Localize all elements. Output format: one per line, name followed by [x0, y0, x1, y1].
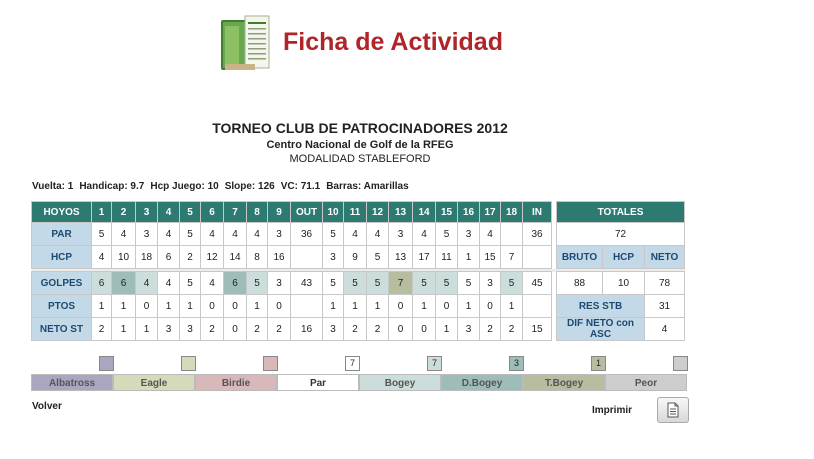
legend-item: Birdie	[195, 374, 277, 391]
score-cell: 13	[389, 246, 413, 269]
score-cell: 1	[458, 295, 480, 318]
score-cell: 1	[413, 295, 436, 318]
score-cell: 2	[92, 318, 112, 341]
score-cell: 0	[224, 318, 247, 341]
score-cell: 1	[92, 295, 112, 318]
table-row	[32, 295, 685, 318]
score-cell: 0	[436, 295, 458, 318]
legend-item: Bogey	[359, 374, 441, 391]
score-cell: 1	[136, 318, 158, 341]
score-cell: 6	[158, 246, 180, 269]
score-cell: 1	[180, 295, 201, 318]
score-cell: 2	[201, 318, 224, 341]
score-cell: 4	[344, 223, 367, 246]
score-cell: 6	[112, 272, 136, 295]
bruto-value: 88	[557, 272, 603, 295]
column-header: 1	[92, 202, 112, 223]
score-cell: 5	[458, 272, 480, 295]
out-cell	[291, 295, 323, 318]
score-cell: 1	[436, 318, 458, 341]
legend-count-box: 3	[509, 356, 524, 371]
score-cell: 4	[158, 272, 180, 295]
score-cell: 3	[268, 272, 291, 295]
score-cell: 12	[201, 246, 224, 269]
score-cell: 5	[344, 272, 367, 295]
column-header: 5	[180, 202, 201, 223]
row-label: GOLPES	[32, 272, 92, 295]
score-cell: 14	[224, 246, 247, 269]
score-cell: 9	[344, 246, 367, 269]
score-cell: 6	[92, 272, 112, 295]
column-header: HOYOS	[32, 202, 92, 223]
score-cell: 5	[180, 272, 201, 295]
row-label: HCP	[32, 246, 92, 269]
round-info	[32, 181, 415, 192]
legend-item: Albatross	[31, 374, 113, 391]
score-cell: 7	[389, 272, 413, 295]
column-header: 14	[413, 202, 436, 223]
column-header: 18	[501, 202, 523, 223]
in-cell: 36	[523, 223, 552, 246]
score-cell: 6	[224, 272, 247, 295]
document-icon	[666, 402, 680, 418]
score-cell: 2	[480, 318, 501, 341]
legend-counts	[32, 356, 688, 374]
score-cell: 5	[413, 272, 436, 295]
score-cell: 4	[201, 223, 224, 246]
score-cell: 2	[180, 246, 201, 269]
neto-label: NETO	[645, 246, 685, 269]
res-stb-value: 31	[645, 295, 685, 318]
volver-link[interactable]: Volver	[32, 401, 62, 412]
score-cell: 2	[268, 318, 291, 341]
score-cell: 4	[367, 223, 389, 246]
info-barras: Barras: Amarillas	[326, 181, 409, 192]
legend-item: D.Bogey	[441, 374, 523, 391]
column-header: OUT	[291, 202, 323, 223]
score-cell: 3	[136, 223, 158, 246]
score-cell: 5	[367, 272, 389, 295]
tournament-venue: Centro Nacional de Golf de la RFEG	[266, 139, 454, 151]
score-cell: 2	[247, 318, 268, 341]
score-cell: 1	[112, 295, 136, 318]
scorecard-book-icon	[219, 14, 272, 72]
hcp-label: HCP	[603, 246, 645, 269]
score-cell: 4	[224, 223, 247, 246]
imprimir-label: Imprimir	[592, 405, 633, 416]
score-cell: 0	[136, 295, 158, 318]
score-cell: 5	[92, 223, 112, 246]
legend-count-box	[673, 356, 688, 371]
legend-item: Par	[277, 374, 359, 391]
par-total: 72	[557, 223, 685, 246]
in-cell	[523, 295, 552, 318]
score-cell: 5	[436, 272, 458, 295]
legend-item: Eagle	[113, 374, 195, 391]
score-cell: 2	[501, 318, 523, 341]
legend-count-box: 7	[427, 356, 442, 371]
score-cell: 0	[201, 295, 224, 318]
score-cell: 1	[323, 295, 344, 318]
score-cell: 3	[268, 223, 291, 246]
column-header: 17	[480, 202, 501, 223]
column-header: 13	[389, 202, 413, 223]
score-cell: 4	[201, 272, 224, 295]
in-cell: 15	[523, 318, 552, 341]
score-cell: 3	[458, 318, 480, 341]
column-header: 2	[112, 202, 136, 223]
column-header: 9	[268, 202, 291, 223]
column-header: 3	[136, 202, 158, 223]
score-cell: 0	[389, 295, 413, 318]
row-label: NETO ST	[32, 318, 92, 341]
dif-neto-label: DIF NETO con ASC	[557, 318, 645, 341]
score-cell: 4	[92, 246, 112, 269]
info-vuelta: Vuelta: 1	[32, 181, 74, 192]
neto-value: 78	[645, 272, 685, 295]
score-cell: 4	[413, 223, 436, 246]
table-row	[32, 272, 685, 295]
hcp-value: 10	[603, 272, 645, 295]
score-cell: 5	[180, 223, 201, 246]
page-title: Ficha de Actividad	[283, 28, 503, 56]
legend-count-box: 7	[345, 356, 360, 371]
column-header: 8	[247, 202, 268, 223]
score-cell: 4	[480, 223, 501, 246]
in-cell	[523, 246, 552, 269]
table-header-row	[32, 202, 685, 223]
score-cell: 5	[501, 272, 523, 295]
legend-item: Peor	[605, 374, 687, 391]
out-cell: 36	[291, 223, 323, 246]
column-header: 12	[367, 202, 389, 223]
score-cell: 2	[344, 318, 367, 341]
table-row	[32, 318, 685, 341]
score-cell: 1	[344, 295, 367, 318]
score-cell: 1	[112, 318, 136, 341]
info-slope: Slope: 126	[224, 181, 275, 192]
score-cell: 0	[480, 295, 501, 318]
legend-count-box: 1	[591, 356, 606, 371]
out-cell	[291, 246, 323, 269]
score-cell: 3	[180, 318, 201, 341]
score-cell: 0	[413, 318, 436, 341]
score-cell: 0	[224, 295, 247, 318]
page-header	[219, 14, 539, 74]
out-cell: 43	[291, 272, 323, 295]
score-cell: 1	[367, 295, 389, 318]
column-header: 11	[344, 202, 367, 223]
score-cell: 1	[458, 246, 480, 269]
score-legend	[31, 374, 687, 391]
info-vc: VC: 71.1	[280, 181, 321, 192]
tournament-mode: MODALIDAD STABLEFORD	[289, 153, 431, 165]
in-cell: 45	[523, 272, 552, 295]
score-cell: 1	[501, 295, 523, 318]
score-cell: 0	[389, 318, 413, 341]
out-cell: 16	[291, 318, 323, 341]
legend-count-box	[99, 356, 114, 371]
score-cell: 8	[247, 246, 268, 269]
score-cell: 3	[480, 272, 501, 295]
score-cell: 3	[458, 223, 480, 246]
bruto-label: BRUTO	[557, 246, 603, 269]
column-header: 4	[158, 202, 180, 223]
score-cell: 5	[436, 223, 458, 246]
score-cell: 11	[436, 246, 458, 269]
score-cell: 5	[367, 246, 389, 269]
info-hcp-juego: Hcp Juego: 10	[150, 181, 219, 192]
legend-count-box	[181, 356, 196, 371]
res-stb-label: RES STB	[557, 295, 645, 318]
score-cell: 1	[158, 295, 180, 318]
score-cell: 2	[367, 318, 389, 341]
column-header: 7	[224, 202, 247, 223]
score-cell: 0	[268, 295, 291, 318]
column-header: 10	[323, 202, 344, 223]
score-cell: 3	[323, 318, 344, 341]
score-cell: 3	[158, 318, 180, 341]
score-cell: 4	[112, 223, 136, 246]
table-row	[32, 223, 685, 246]
totals-header: TOTALES	[557, 202, 685, 223]
score-cell: 5	[247, 272, 268, 295]
row-label: PAR	[32, 223, 92, 246]
score-cell: 17	[413, 246, 436, 269]
score-cell: 15	[480, 246, 501, 269]
score-cell: 5	[323, 272, 344, 295]
score-cell: 4	[158, 223, 180, 246]
score-cell: 4	[136, 272, 158, 295]
score-cell: 1	[247, 295, 268, 318]
row-label: PTOS	[32, 295, 92, 318]
legend-item: T.Bogey	[523, 374, 605, 391]
info-handicap: Handicap: 9.7	[79, 181, 145, 192]
column-header: IN	[523, 202, 552, 223]
score-cell: 16	[268, 246, 291, 269]
legend-count-box	[263, 356, 278, 371]
score-cell: 3	[323, 246, 344, 269]
table-row	[32, 246, 685, 269]
column-header: 16	[458, 202, 480, 223]
column-header: 15	[436, 202, 458, 223]
dif-neto-value: 4	[645, 318, 685, 341]
score-cell: 4	[247, 223, 268, 246]
score-cell: 18	[136, 246, 158, 269]
score-cell: 10	[112, 246, 136, 269]
print-button[interactable]	[657, 397, 689, 423]
scorecard-table	[31, 201, 685, 341]
tournament-name: TORNEO CLUB DE PATROCINADORES 2012	[212, 120, 508, 136]
score-cell: 7	[501, 246, 523, 269]
column-header: 6	[201, 202, 224, 223]
score-cell: 3	[389, 223, 413, 246]
score-cell	[501, 223, 523, 246]
score-cell: 5	[323, 223, 344, 246]
